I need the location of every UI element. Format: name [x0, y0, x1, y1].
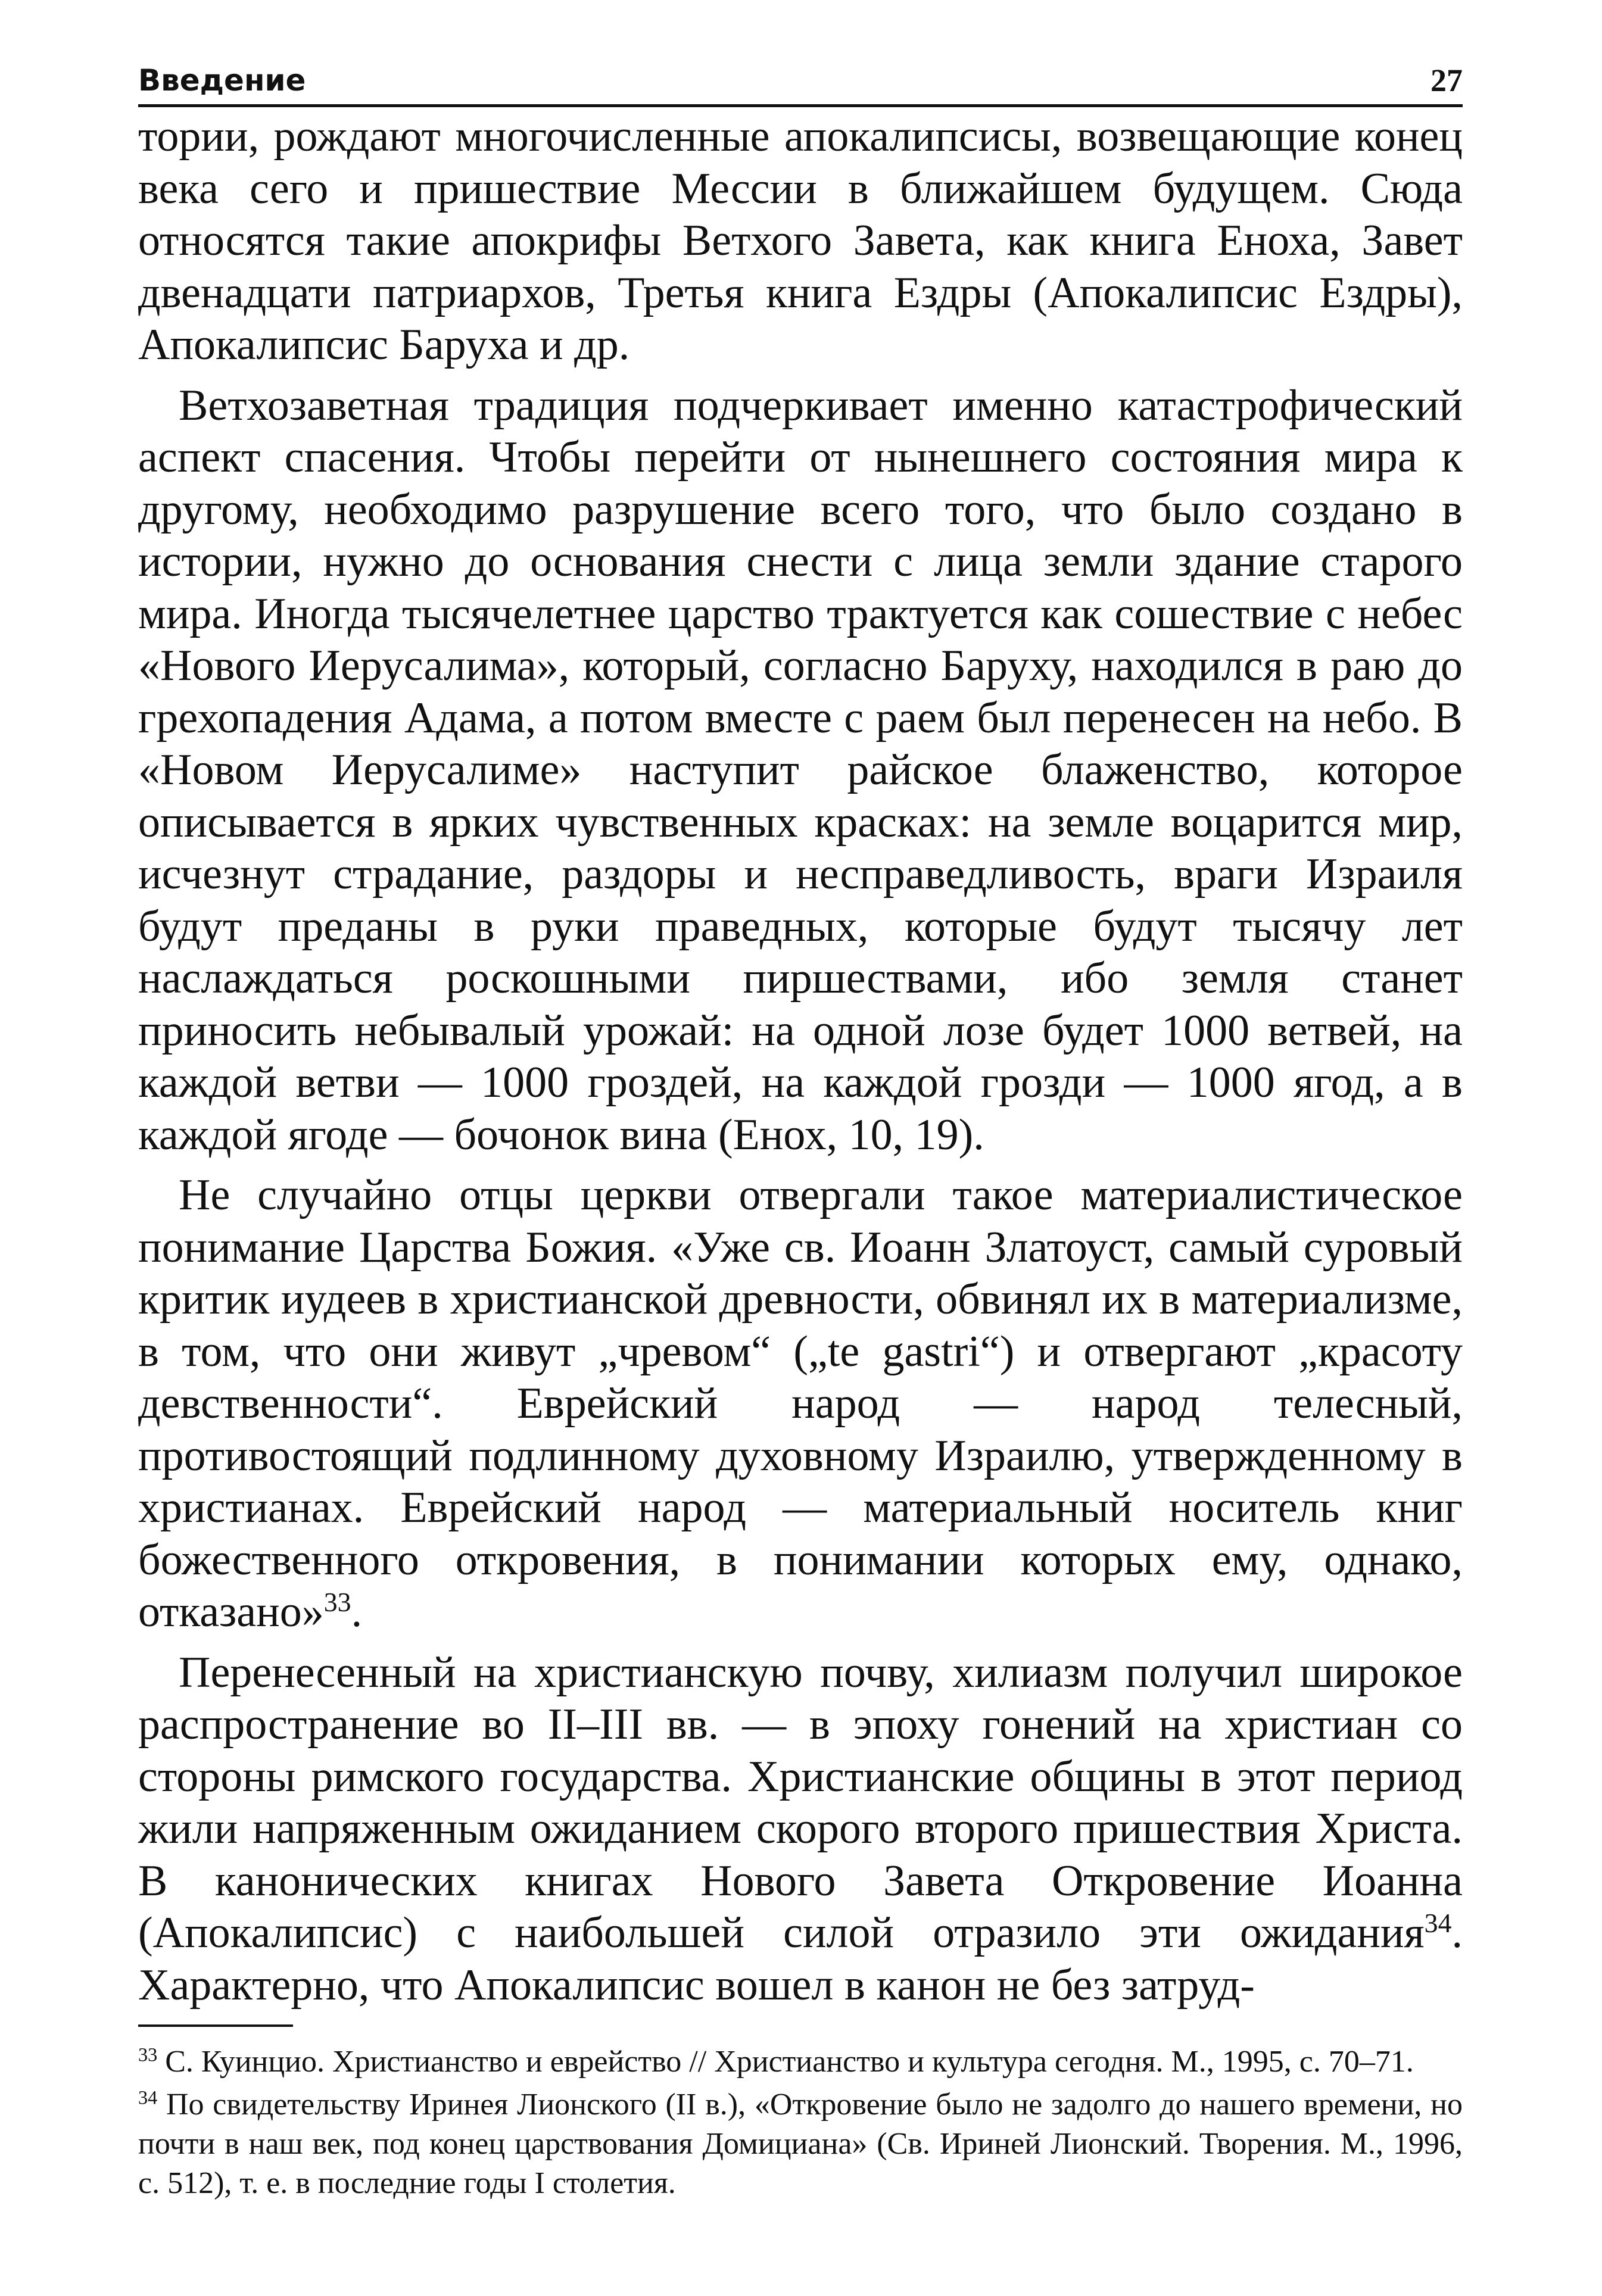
paragraph-text-tail: . Характерно, что Апокалипсис вошел в канон не без затруд- [138, 1908, 1463, 2010]
footnote-ref-33[interactable]: 33 [323, 1586, 351, 1617]
paragraph-2 [138, 380, 1463, 1162]
section-title: Введение [138, 63, 306, 98]
page-number: 27 [1430, 63, 1463, 98]
book-page [138, 63, 1463, 2207]
footnotes [138, 2042, 1463, 2203]
footnote-number: 33 [138, 2044, 158, 2066]
running-header [138, 63, 1463, 107]
footnote-ref-34[interactable]: 34 [1424, 1907, 1452, 1938]
footnote-34 [138, 2085, 1463, 2203]
paragraph-1 [138, 111, 1463, 372]
paragraph-text: Не случайно отцы церкви отвергали такое материалистическое понимание Царства Божия. «Уже св. Иоанн Златоуст, самый суровый критик иудеев в христианской древности, обвинял их в материализме, в том, что они живут „чревом“ („te gastri“) и отвергают „красоту девственности“. Еврейский народ — народ телесный, противостоящий подлинному духовному Израилю, утвержденному в христианах. Еврейский народ — материальный носитель книг божественного откровения, в понимании которых ему, однако, отказано» [138, 1171, 1463, 1636]
paragraph-text: тории, рождают многочисленные апокалипсисы, возвещающие конец века сего и пришествие Мессии в ближайшем будущем. Сюда относятся такие апокрифы Ветхого Завета, как книга Еноха, Завет двенадцати патриархов, Третья книга Ездры (Апокалипсис Ездры), Апокалипсис Баруха и др. [138, 112, 1463, 369]
main-text [138, 111, 1463, 2011]
paragraph-4 [138, 1647, 1463, 2012]
paragraph-text-tail: . [351, 1587, 363, 1636]
footnote-33 [138, 2042, 1463, 2082]
paragraph-text: Ветхозаветная традиция подчеркивает именно катастрофический аспект спасения. Чтобы перейти от нынешнего состояния мира к другому, необходимо разрушение всего того, что было создано в истории, нужно до основания снести с лица земли здание старого мира. Иногда тысячелетнее царство трактуется как сошествие с небес «Нового Иерусалима», который, согласно Баруху, находился в раю до грехопадения Адама, а потом вместе с раем был перенесен на небо. В «Новом Иерусалиме» наступит райское блаженство, которое описывается в ярких чувственных красках: на земле воцарится мир, исчезнут страдание, раздоры и несправедливость, враги Израиля будут преданы в руки праведных, которые будут тысячу лет наслаждаться роскошными пиршествами, ибо земля станет приносить небывалый урожай: на одной лозе будет 1000 ветвей, на каждой ветви — 1000 гроздей, на каждой грозди — 1000 ягод, а в каждой ягоде — бочонок вина (Енох, 10, 19). [138, 380, 1463, 1159]
paragraph-text: Перенесенный на христианскую почву, хилиазм получил широкое распространение во II–III вв. — в эпоху гонений на христиан со стороны римского государства. Христианские общины в этот период жили напряженным ожиданием скорого второго пришествия Христа. В канонических книгах Нового Завета Откровение Иоанна (Апокалипсис) с наибольшей силой отразило эти ожидания [138, 1648, 1463, 1957]
footnote-text: С. Куинцио. Христианство и еврейство // Христианство и культура сегодня. М., 1995, с. 70–71. [157, 2045, 1414, 2079]
footnote-number: 34 [138, 2086, 158, 2108]
paragraph-3 [138, 1169, 1463, 1639]
footnote-divider [138, 2024, 293, 2027]
footnote-text: По свидетельству Иринея Лионского (II в.), «Откровение было не задолго до нашего времени, но почти в наш век, под конец царствования Домициана» (Св. Ириней Лионский. Творения. М., 1996, с. 512), т. е. в последние годы I столетия. [138, 2088, 1463, 2200]
